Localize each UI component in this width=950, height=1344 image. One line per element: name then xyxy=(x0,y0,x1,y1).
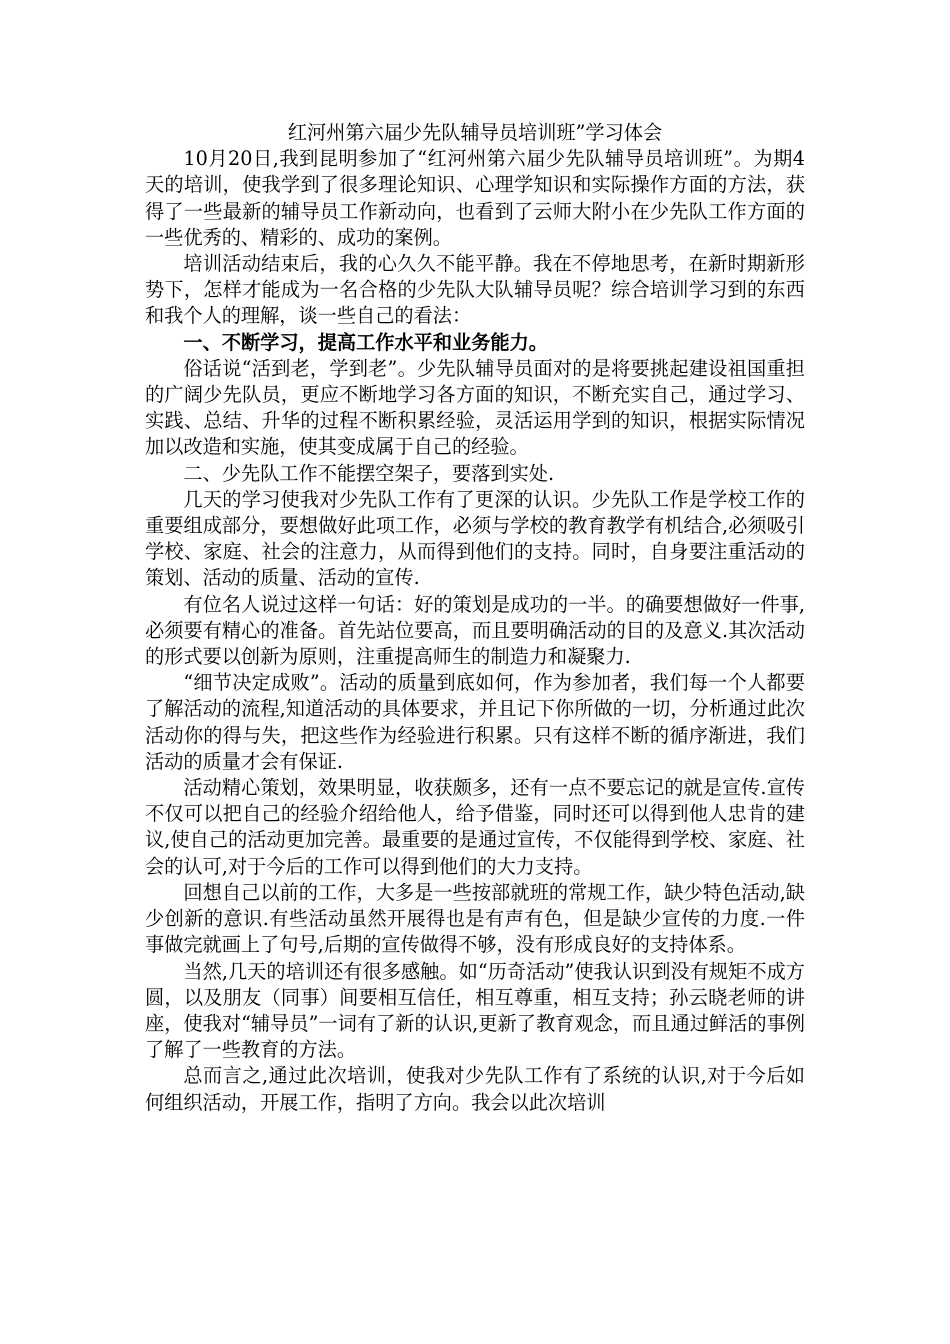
section-heading-2: 二、少先队工作不能摆空架子，要落到实处. xyxy=(183,461,555,485)
paragraph-impressions: 当然,几天的培训还有很多感触。如“历奇活动”使我认识到没有规矩不成方圆，以及朋友（同事）间要相互信任，相互尊重，相互支持；孙云晓老师的讲座，使我对“辅导员”一词有了新的认识,更新了教育观念，而且通过鲜活的事例了解了一些教育的方法。 xyxy=(145,959,805,1062)
paragraph-details: “细节决定成败”。活动的质量到底如何，作为参加者，我们每一个人都要了解活动的流程,知道活动的具体要求，并且记下你所做的一切，分析通过此次活动你的得与失，把这些作为经验进行积累。只有这样不断的循序渐进，我们活动的质量才会有保证. xyxy=(145,671,805,773)
paragraph-looking-back: 回想自己以前的工作，大多是一些按部就班的常规工作，缺少特色活动,缺少创新的意识.有些活动虽然开展得也是有声有色，但是缺少宣传的力度.一件事做完就画上了句号,后期的宣传做得不够，没有形成良好的支持体系。 xyxy=(145,880,805,957)
document-title: 红河州第六届少先队辅导员培训班”学习体会 xyxy=(287,121,663,144)
paragraph-intro: 10月20日,我到昆明参加了“红河州第六届少先队辅导员培训班”。为期4天的培训，使我学到了很多理论知识、心理学知识和实际操作方面的方法，获得了一些最新的辅导员工作新动向，也看到了云师大附小在少先队工作方面的一些优秀的、精彩的、成功的案例。 xyxy=(145,147,805,249)
paragraph-publicity: 活动精心策划，效果明显，收获颇多，还有一点不要忘记的就是宣传.宣传不仅可以把自己的经验介绍给他人，给予借鉴，同时还可以得到他人忠肯的建议,使自己的活动更加完善。最重要的是通过宣传，不仅能得到学校、家庭、社会的认可,对于今后的工作可以得到他们的大力支持。 xyxy=(145,776,805,878)
document-page xyxy=(145,120,805,1116)
paragraph-learning: 俗话说“活到老，学到老”。少先队辅导员面对的是将要挑起建设祖国重担的广阔少先队员，更应不断地学习各方面的知识，不断充实自己，通过学习、实践、总结、升华的过程不断积累经验，灵活运用学到的知识，根据实际情况加以改造和实施，使其变成属于自己的经验。 xyxy=(145,356,805,459)
paragraph-understanding: 几天的学习使我对少先队工作有了更深的认识。少先队工作是学校工作的重要组成部分，要想做好此项工作，必须与学校的教育教学有机结合,必须吸引学校、家庭、社会的注意力，从而得到他们的支持。同时，自身要注重活动的策划、活动的质量、活动的宣传. xyxy=(145,487,805,590)
paragraph-conclusion: 总而言之,通过此次培训，使我对少先队工作有了系统的认识,对于今后如何组织活动，开展工作，指明了方向。我会以此次培训 xyxy=(145,1064,805,1114)
section-heading-1: 一、不断学习，提高工作水平和业务能力。 xyxy=(183,330,548,354)
paragraph-reflection: 培训活动结束后，我的心久久不能平静。我在不停地思考，在新时期新形势下，怎样才能成为一名合格的少先队大队辅导员呢？综合培训学习到的东西和我个人的理解，谈一些自己的看法： xyxy=(145,252,805,328)
paragraph-planning: 有位名人说过这样一句话：好的策划是成功的一半。的确要想做好一件事,必须要有精心的准备。首先站位要高，而且要明确活动的目的及意义.其次活动的形式要以创新为原则，注重提高师生的制造力和凝聚力. xyxy=(145,592,805,669)
